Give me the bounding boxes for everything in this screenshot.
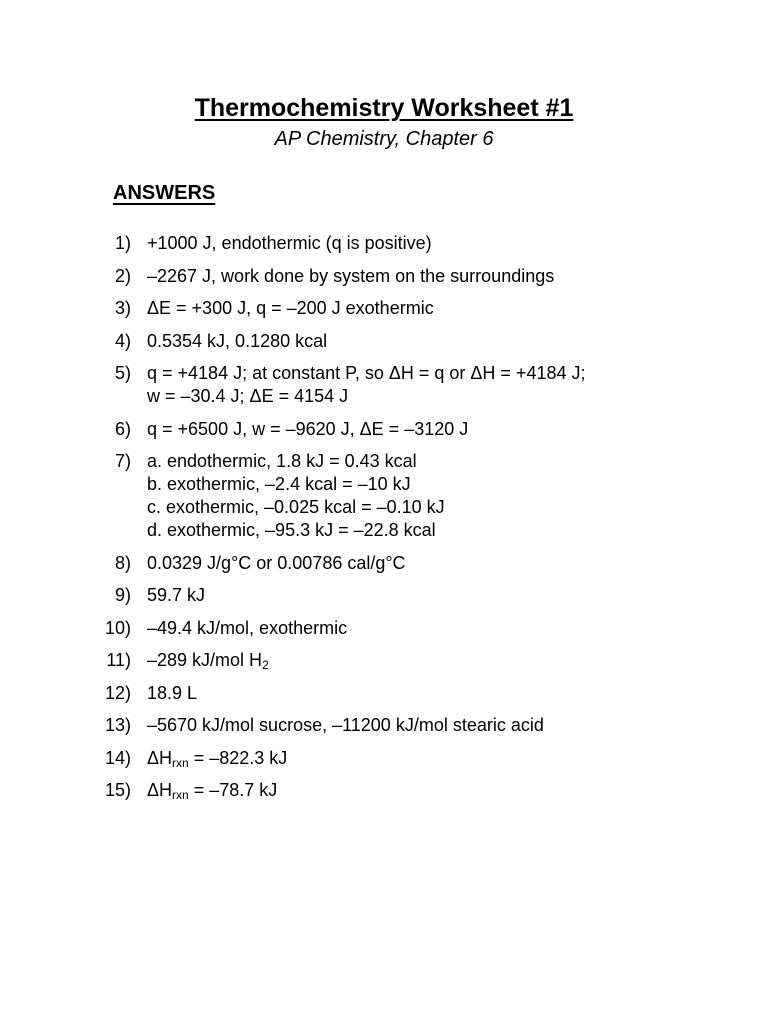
answer-line bbox=[147, 362, 768, 385]
answer-line bbox=[147, 232, 768, 255]
answer-item bbox=[0, 779, 768, 802]
answer-number: 2) bbox=[114, 265, 131, 286]
answer-number: 1) bbox=[114, 233, 131, 253]
answer-line-text: c. exothermic, –0.025 kcal = –0.10 kJ bbox=[147, 497, 445, 517]
answer-text bbox=[147, 682, 768, 705]
answer-line bbox=[147, 519, 768, 542]
answer-text bbox=[147, 617, 768, 640]
answer-item bbox=[0, 450, 768, 542]
answer-line-text: ΔH bbox=[147, 747, 173, 768]
answer-item bbox=[0, 649, 768, 672]
answer-line bbox=[147, 552, 768, 575]
answer-text bbox=[147, 297, 768, 320]
answer-item bbox=[0, 714, 768, 737]
answer-line bbox=[147, 496, 768, 519]
answer-line-text: q = +6500 J, w = –9620 J, ΔE = –3120 J bbox=[147, 418, 469, 439]
answer-line-text: 18.9 L bbox=[147, 682, 198, 703]
answer-text bbox=[147, 418, 768, 441]
answer-line-text: +1000 J, endothermic (q is positive) bbox=[147, 233, 432, 253]
answer-line bbox=[147, 584, 768, 607]
answer-line bbox=[147, 265, 768, 288]
answer-number: 9) bbox=[114, 585, 131, 605]
answer-number: 5) bbox=[114, 363, 131, 383]
answer-number: 7) bbox=[114, 451, 131, 471]
answer-item bbox=[0, 297, 768, 320]
subscript: 2 bbox=[262, 658, 269, 672]
answer-line bbox=[147, 779, 768, 802]
answer-item bbox=[0, 747, 768, 770]
answer-line bbox=[147, 385, 768, 408]
answer-text bbox=[147, 232, 768, 255]
answer-line bbox=[147, 617, 768, 640]
answer-line-text: ΔE = +300 J, q = –200 J exothermic bbox=[147, 298, 434, 318]
answer-line bbox=[147, 747, 768, 770]
answer-line-text: d. exothermic, –95.3 kJ = –22.8 kcal bbox=[147, 520, 436, 540]
answer-number: 3) bbox=[114, 298, 131, 318]
answer-line-text: –49.4 kJ/mol, exothermic bbox=[147, 617, 348, 638]
answer-text bbox=[147, 747, 768, 770]
answers-heading: ANSWERS bbox=[113, 182, 216, 204]
answer-line bbox=[147, 473, 768, 496]
answer-number: 13) bbox=[104, 715, 131, 735]
subscript: rxn bbox=[172, 788, 189, 802]
answer-line bbox=[147, 418, 768, 441]
answer-item bbox=[0, 584, 768, 607]
answer-line-text: –5670 kJ/mol sucrose, –11200 kJ/mol stearic acid bbox=[147, 715, 544, 735]
answer-line-text: –289 kJ/mol H bbox=[147, 650, 263, 670]
answer-text bbox=[147, 714, 768, 737]
answer-number: 14) bbox=[104, 747, 131, 768]
answer-item bbox=[0, 418, 768, 441]
answer-line-text: = –822.3 kJ bbox=[188, 747, 288, 768]
answer-text bbox=[147, 450, 768, 542]
answer-line-text: ΔH bbox=[147, 780, 173, 800]
worksheet-subtitle: AP Chemistry, Chapter 6 bbox=[274, 128, 494, 150]
answer-line-text: 0.0329 J/g°C or 0.00786 cal/g°C bbox=[147, 552, 406, 573]
answer-line bbox=[147, 714, 768, 737]
answer-line-text: 59.7 kJ bbox=[147, 585, 206, 605]
answer-line-text: –2267 J, work done by system on the surroundings bbox=[147, 265, 555, 286]
answer-number: 8) bbox=[114, 552, 131, 573]
answer-number: 11) bbox=[106, 650, 131, 670]
answer-item bbox=[0, 232, 768, 255]
answer-number: 15) bbox=[104, 780, 131, 800]
answer-item bbox=[0, 265, 768, 288]
answer-item bbox=[0, 682, 768, 705]
answer-number: 12) bbox=[104, 682, 131, 703]
answer-item bbox=[0, 330, 768, 353]
answer-line bbox=[147, 297, 768, 320]
answer-number: 6) bbox=[114, 418, 131, 439]
answer-text bbox=[147, 552, 768, 575]
answer-text bbox=[147, 265, 768, 288]
answer-line-text: a. endothermic, 1.8 kJ = 0.43 kcal bbox=[147, 451, 417, 471]
subscript: rxn bbox=[172, 755, 189, 770]
answer-text bbox=[147, 330, 768, 353]
answer-item bbox=[0, 552, 768, 575]
answer-line-text: = –78.7 kJ bbox=[188, 780, 278, 800]
answer-line bbox=[147, 649, 768, 672]
answer-text bbox=[147, 584, 768, 607]
answer-number: 4) bbox=[114, 330, 131, 351]
answer-item bbox=[0, 362, 768, 408]
worksheet-title: Thermochemistry Worksheet #1 bbox=[194, 94, 574, 122]
answer-line-text: b. exothermic, –2.4 kcal = –10 kJ bbox=[147, 474, 411, 494]
answer-text bbox=[147, 362, 768, 408]
answer-text bbox=[147, 649, 768, 672]
answer-text bbox=[147, 779, 768, 802]
answer-line bbox=[147, 330, 768, 353]
answer-number: 10) bbox=[104, 617, 131, 638]
answer-list bbox=[0, 232, 768, 812]
answer-line bbox=[147, 450, 768, 473]
answer-line-text: 0.5354 kJ, 0.1280 kcal bbox=[147, 330, 328, 351]
answer-line-text: w = –30.4 J; ΔE = 4154 J bbox=[147, 386, 349, 406]
answer-item bbox=[0, 617, 768, 640]
answer-line-text: q = +4184 J; at constant P, so ΔH = q or ΔH = +4184 J; bbox=[147, 363, 586, 383]
answer-line bbox=[147, 682, 768, 705]
